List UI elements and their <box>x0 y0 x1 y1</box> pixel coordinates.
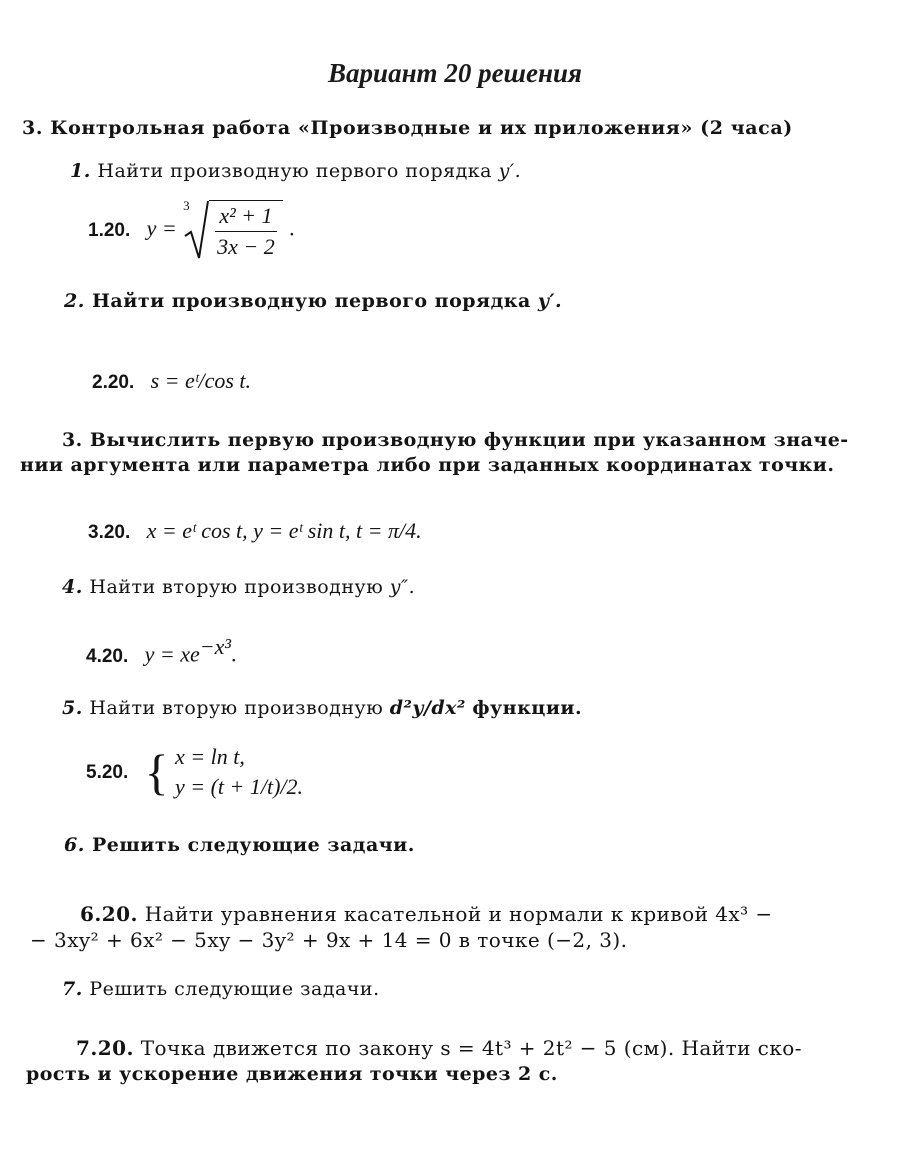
task-6-text: Решить следующие задачи. <box>91 834 415 856</box>
task-3 <box>62 428 849 453</box>
variant-4-20-number: 4.20. <box>86 645 129 667</box>
task-3-line1: Вычислить первую производную функции при указанном значе- <box>89 429 849 451</box>
variant-1-20-number: 1.20. <box>88 219 131 241</box>
task-7-text: Решить следующие задачи. <box>89 978 380 1000</box>
document-title: Вариант 20 решения <box>328 58 582 88</box>
task-3-line2: нии аргумента или параметра либо при заданных координатах точки. <box>20 454 835 476</box>
variant-6-20-line2: − 3xy² + 6x² − 5xy − 3y² + 9x + 14 = 0 в точке (−2, 3). <box>30 928 628 952</box>
variant-4-20 <box>86 634 236 668</box>
variant-1-20-end: . <box>289 215 295 241</box>
variant-5-20 <box>86 742 303 802</box>
variant-7-20-number: 7.20. <box>76 1036 134 1060</box>
variant-4-20-end: . <box>230 641 237 667</box>
task-4-number: 4. <box>62 576 83 598</box>
variant-3-20-number: 3.20. <box>88 522 131 543</box>
task-2 <box>64 290 562 312</box>
variant-6-20-number: 6.20. <box>80 902 138 926</box>
fraction-numerator: x² + 1 <box>215 203 276 232</box>
variant-3-20-expr: x = eᵗ cos t, y = eᵗ sin t, t = π/4. <box>146 518 422 543</box>
fraction-denominator: 3x − 2 <box>217 234 275 259</box>
root-index: 3 <box>183 198 190 213</box>
task-7-number: 7. <box>62 978 83 1000</box>
system-brace-icon: { <box>144 744 169 800</box>
section-header: 3. Контрольная работа «Производные и их приложения» (2 часа) <box>22 117 793 139</box>
task-5-text: Найти вторую производную <box>89 697 384 719</box>
task-5-var: d²y/dx² <box>389 697 466 719</box>
task-6-number: 6. <box>64 834 85 856</box>
variant-2-20-number: 2.20. <box>92 372 135 393</box>
variant-6-20-line1 <box>80 902 773 927</box>
variant-7-20-line2: рость и ускорение движения точки через 2 с. <box>26 1063 558 1085</box>
system-line-2: y = (t + 1/t)/2. <box>174 774 304 799</box>
task-5-number: 5. <box>62 697 83 719</box>
task-2-number: 2. <box>64 290 85 312</box>
task-2-text: Найти производную первого порядка <box>91 290 531 312</box>
task-5 <box>62 697 582 719</box>
task-4-var: y″. <box>389 576 416 598</box>
task-5-suffix: функции. <box>472 697 583 719</box>
task-4 <box>62 576 415 598</box>
variant-4-20-exponent: −x³ <box>199 634 231 659</box>
variant-1-20-lhs: y = <box>146 215 177 241</box>
variant-4-20-expr: y = xe <box>144 641 200 667</box>
task-6 <box>64 834 415 856</box>
task-2-var: y′. <box>537 290 563 312</box>
task-1 <box>70 160 521 182</box>
variant-7-20-text1: Точка движется по закону s = 4t³ + 2t² − 5 (см). Найти ско- <box>140 1036 802 1060</box>
task-7 <box>62 978 380 1000</box>
cube-root <box>183 200 283 260</box>
system-line-1: x = ln t, <box>174 744 245 769</box>
task-1-number: 1. <box>70 160 91 182</box>
task-1-text: Найти производную первого порядка <box>97 160 493 182</box>
variant-1-20 <box>88 200 295 260</box>
variant-3-20 <box>88 518 422 544</box>
task-3-number: 3. <box>62 429 83 451</box>
task-4-text: Найти вторую производную <box>89 576 384 598</box>
variant-2-20 <box>92 368 251 394</box>
variant-2-20-expr: s = eᵗ/cos t. <box>150 368 252 393</box>
variant-5-20-number: 5.20. <box>86 761 129 783</box>
task-1-var: y′. <box>498 160 522 182</box>
variant-7-20-line1 <box>76 1036 802 1061</box>
variant-6-20-text1: Найти уравнения касательной и нормали к кривой 4x³ − <box>144 902 773 926</box>
